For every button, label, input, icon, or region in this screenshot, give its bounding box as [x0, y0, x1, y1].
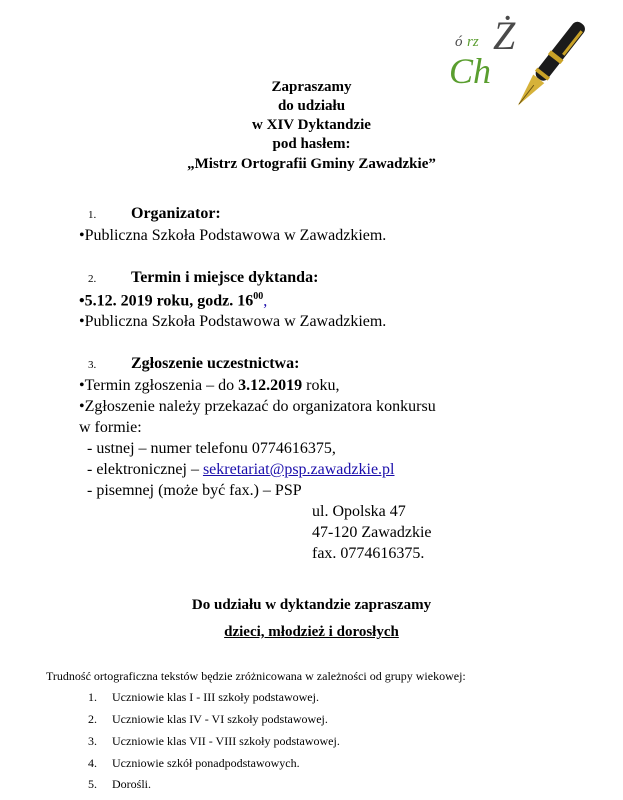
registration-form-line-2: w formie:: [79, 419, 142, 436]
list-item-text: Uczniowie klas I - III szkoły podstawowej.: [112, 690, 319, 704]
event-place: •Publiczna Szkoła Podstawowa w Zawadzkiem.: [79, 313, 387, 330]
section-2-number: 2.: [88, 273, 97, 285]
deadline-prefix: •Termin zgłoszenia – do: [79, 377, 239, 394]
address-city: 47-120 Zawadzkie: [312, 524, 432, 541]
event-date-comma: ,: [263, 292, 268, 310]
electronic-prefix: - elektronicznej –: [87, 461, 203, 478]
logo-big-z: Ż: [493, 13, 516, 58]
list-item-number: 4.: [88, 756, 97, 770]
section-3-number: 3.: [88, 359, 97, 371]
title-line-2: do udziału: [277, 98, 346, 114]
section-3-heading: Zgłoszenie uczestnictwa:: [131, 355, 300, 372]
event-date: [79, 291, 267, 310]
address-fax: fax. 0774616375.: [312, 545, 425, 562]
deadline-suffix: roku,: [302, 377, 340, 394]
invitation-line-2: dzieci, młodzież i dorosłych: [224, 624, 399, 640]
organizer-name: •Publiczna Szkoła Podstawowa w Zawadzkiem.: [79, 227, 387, 244]
section-1-heading: Organizator:: [131, 205, 221, 222]
list-item-number: 2.: [88, 712, 97, 726]
event-date-minutes: 00: [253, 291, 264, 302]
registration-deadline: [79, 377, 339, 395]
logo-big-ch: Ch: [449, 51, 492, 91]
list-item-number: 5.: [88, 777, 97, 791]
title-line-3: w XIV Dyktandzie: [252, 117, 371, 133]
section-2-heading: Termin i miejsce dyktanda:: [131, 269, 319, 286]
logo-small-o: ó: [455, 34, 463, 50]
list-item-text: Uczniowie klas VII - VIII szkoły podstawowej.: [112, 734, 340, 748]
event-date-text: •5.12. 2019 roku, godz. 16: [79, 292, 254, 310]
registration-written: - pisemnej (może być fax.) – PSP: [87, 482, 302, 499]
title-line-5: „Mistrz Ortografii Gminy Zawadzkie”: [187, 156, 436, 172]
invitation-line-1: Do udziału w dyktandzie zapraszamy: [191, 597, 432, 613]
title-line-4: pod hasłem:: [272, 136, 351, 152]
list-item-text: Uczniowie szkół ponadpodstawowych.: [112, 756, 300, 770]
difficulty-intro: Trudność ortograficzna tekstów będzie zróżnicowana w zależności od grupy wiekowej:: [46, 669, 466, 683]
list-item-text: Uczniowie klas IV - VI szkoły podstawowej.: [112, 712, 328, 726]
registration-electronic: [87, 461, 395, 479]
address-street: ul. Opolska 47: [312, 503, 406, 520]
list-item-number: 3.: [88, 734, 97, 748]
title-line-1: Zapraszamy: [271, 79, 352, 95]
list-item-number: 1.: [88, 690, 97, 704]
section-1-number: 1.: [88, 209, 97, 221]
registration-form-line-1: •Zgłoszenie należy przekazać do organizatora konkursu: [79, 398, 436, 415]
email-link[interactable]: sekretariat@psp.zawadzkie.pl: [202, 461, 395, 478]
list-item-text: Dorośli.: [112, 777, 151, 791]
logo-small-rz: rz: [467, 34, 479, 50]
registration-oral: - ustnej – numer telefonu 0774616375,: [87, 440, 336, 457]
deadline-date: 3.12.2019: [238, 377, 303, 394]
